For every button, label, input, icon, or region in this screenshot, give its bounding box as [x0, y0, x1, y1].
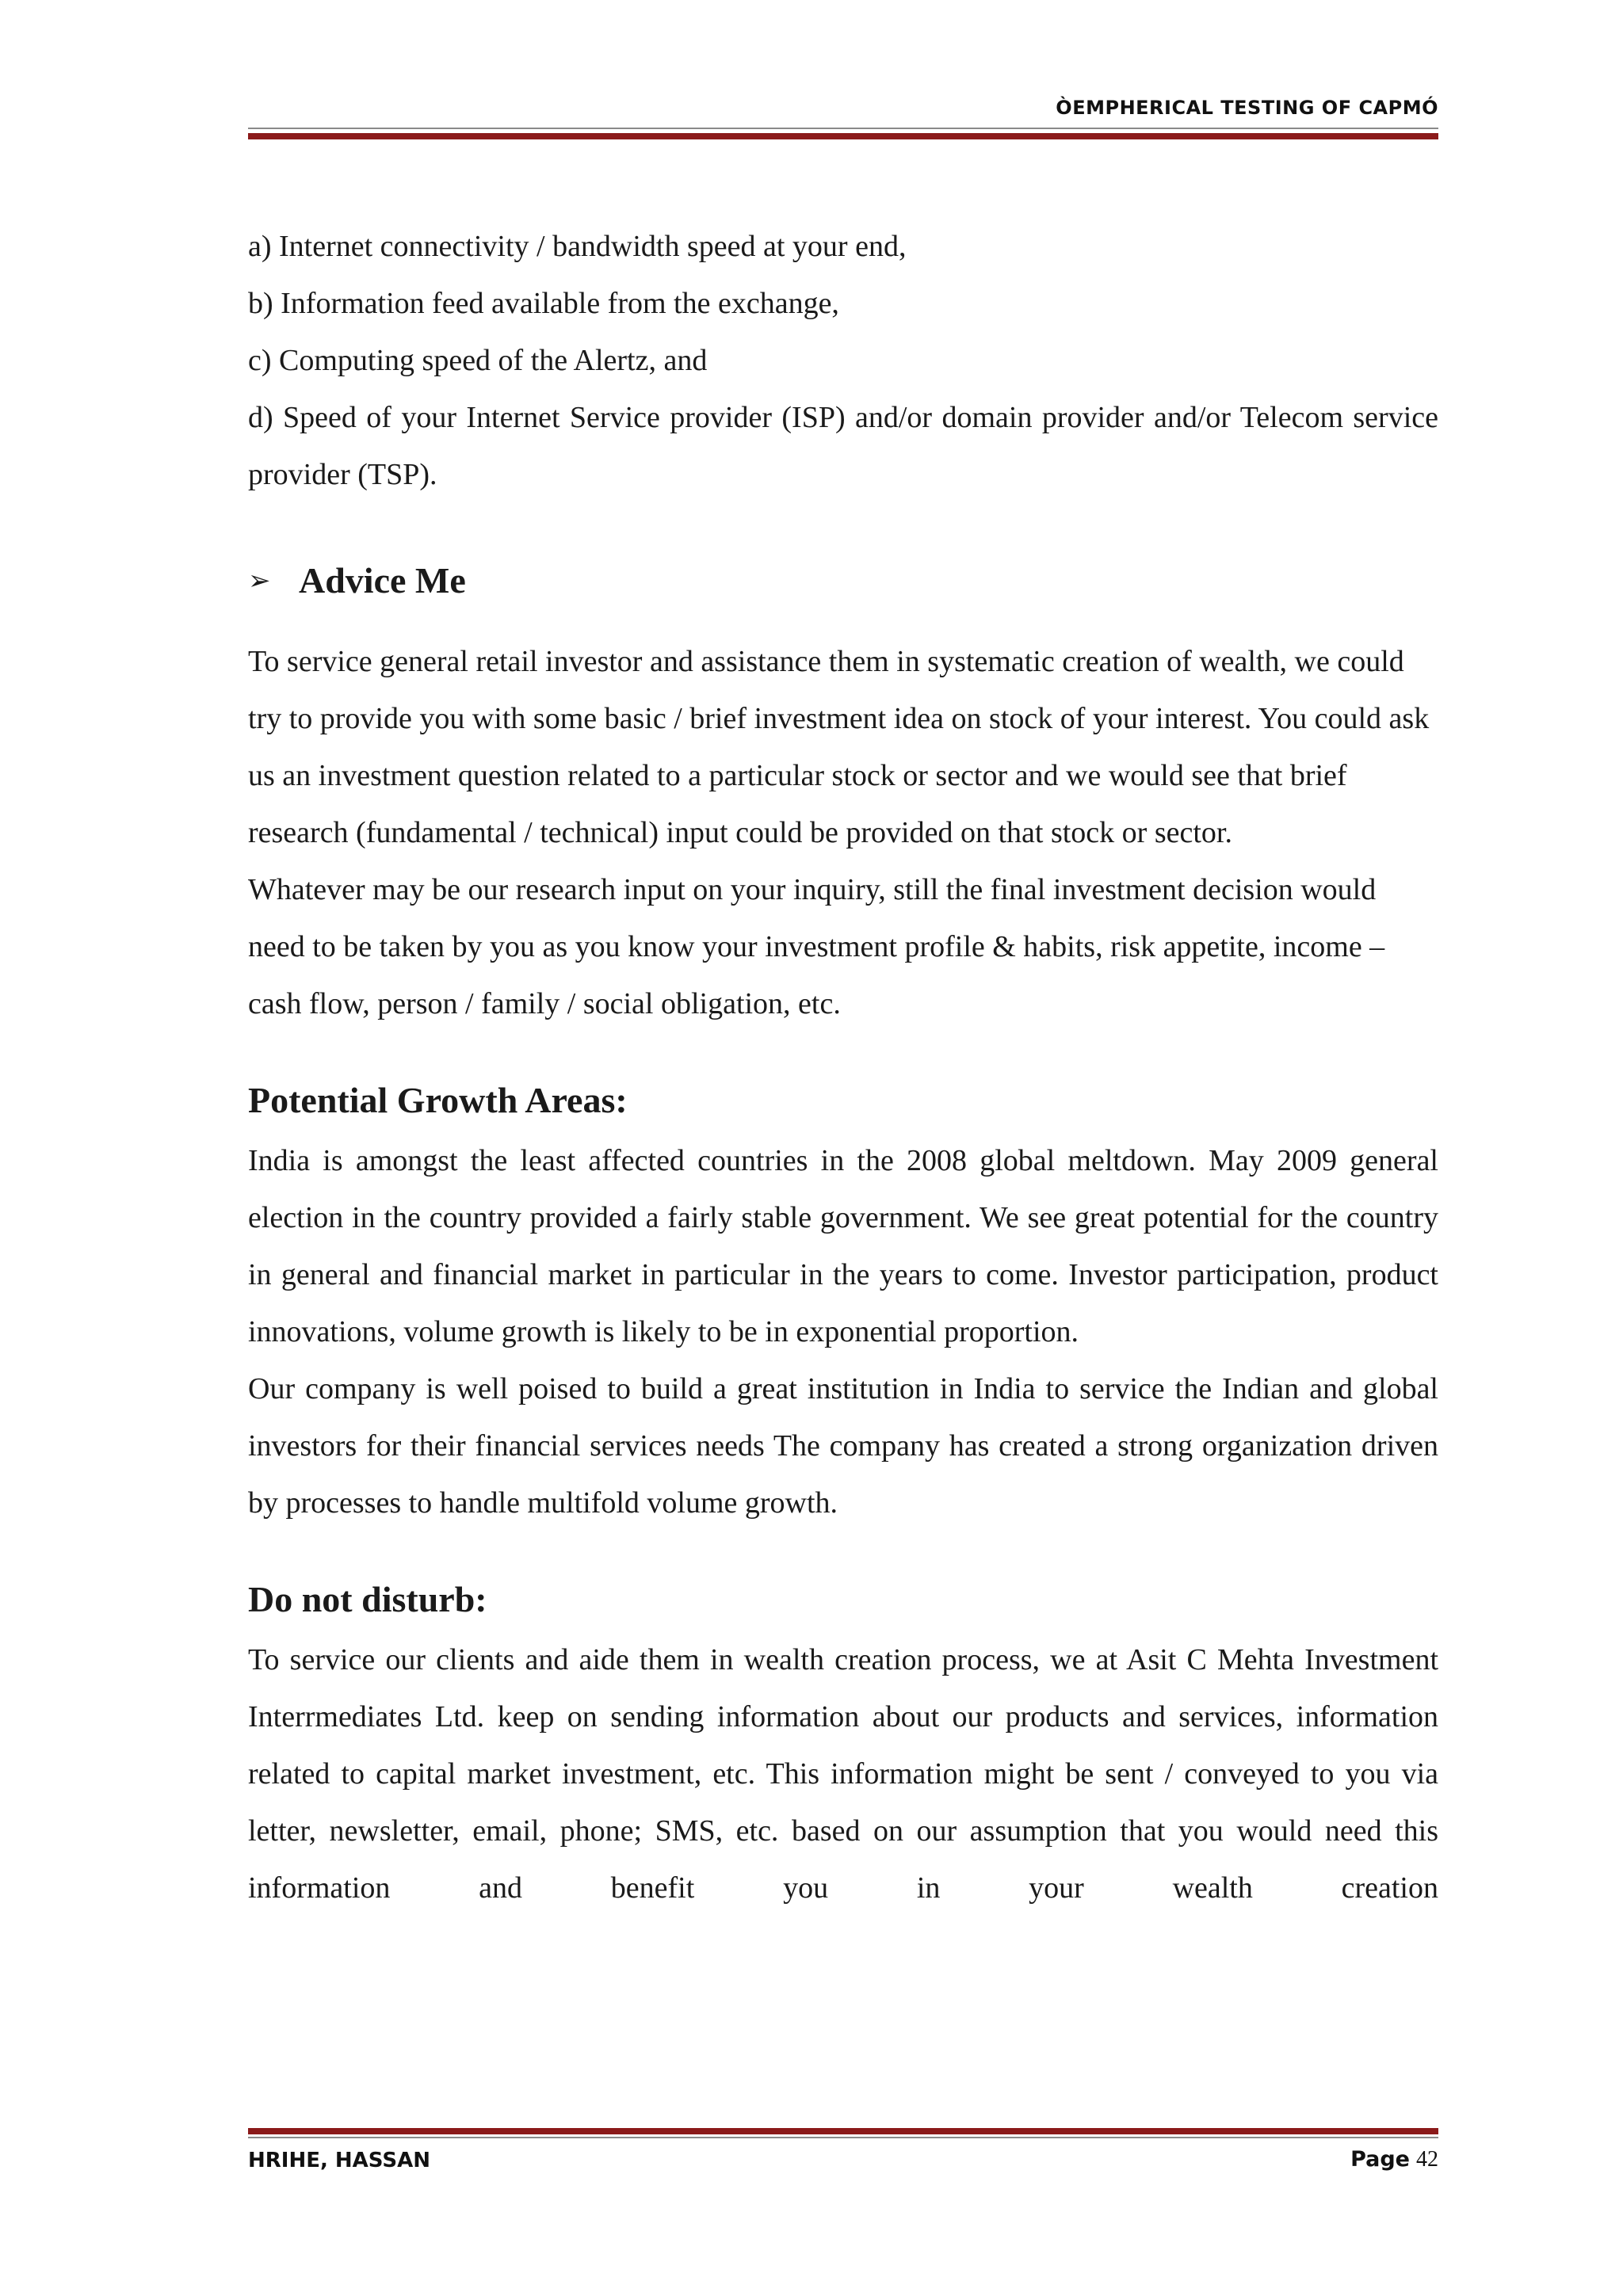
header-thick-rule [248, 133, 1438, 139]
growth-paragraph-1: India is amongst the least affected countries in the 2008 global meltdown. May 2009 general election in the country provided a fairly stable government. We see great potential for the country in general and financial market in particular in the years to come. Investor participation, product innovations, volume growth is likely to be in exponential proportion. [248, 1144, 1438, 1348]
dnd-heading: Do not disturb: [248, 1579, 487, 1619]
footer-page-label: Page [1350, 2147, 1410, 2172]
list-item-d: d) Speed of your Internet Service provider (ISP) and/or domain provider and/or Telecom service provider (TSP). [248, 401, 1438, 491]
footer-author: HRIHE, HASSAN [248, 2149, 430, 2172]
growth-heading: Potential Growth Areas: [248, 1080, 628, 1120]
growth-paragraph-2: Our company is well poised to build a great institution in India to service the Indian and global investors for their financial services needs The company has created a strong organization driven by processes to handle multifold volume growth. [248, 1372, 1438, 1520]
spacer [248, 1531, 1438, 1568]
advice-heading-text: Advice Me [299, 560, 466, 601]
footer-thick-rule [248, 2128, 1438, 2134]
list-item-a: a) Internet connectivity / bandwidth speed at your end, [248, 230, 907, 263]
footer-thin-rule [248, 2137, 1438, 2138]
footer-page-number: 42 [1416, 2147, 1438, 2172]
dnd-paragraph-1: To service our clients and aide them in wealth creation process, we at Asit C Mehta Investment Interrmediates Ltd. keep on sending information about our products and services, information related to capital market investment, etc. This information might be sent / conveyed to you via letter, newsletter, email, phone; SMS, etc. based on our assumption that you would need this information and benefit you in your wealth creation [248, 1643, 1438, 1905]
list-item-c: c) Computing speed of the Alertz, and [248, 344, 708, 377]
list-item-b: b) Information feed available from the exchange, [248, 287, 839, 320]
body-content [248, 218, 1438, 1917]
spacer [248, 1032, 1438, 1069]
advice-paragraph-1: To service general retail investor and assistance them in systematic creation of wealth, we could try to provide you with some basic / brief investment idea on stock of your interest. You could ask us an investment question related to a particular stock or sector and we would see that brief research (fundamental / technical) input could be provided on that stock or sector. [248, 645, 1430, 849]
header-thin-rule [248, 128, 1438, 129]
running-header-title: ÒEMPHERICAL TESTING OF CAPMÓ [1056, 97, 1438, 119]
advice-heading [248, 549, 1438, 612]
arrow-bullet-icon: ➢ [248, 565, 271, 597]
advice-paragraph-2: Whatever may be our research input on your inquiry, still the final investment decision would need to be taken by you as you know your investment profile & habits, risk appetite, income – cash flow, person / family / social obligation, etc. [248, 873, 1385, 1020]
footer-page [1350, 2147, 1438, 2172]
spacer [248, 612, 1438, 633]
